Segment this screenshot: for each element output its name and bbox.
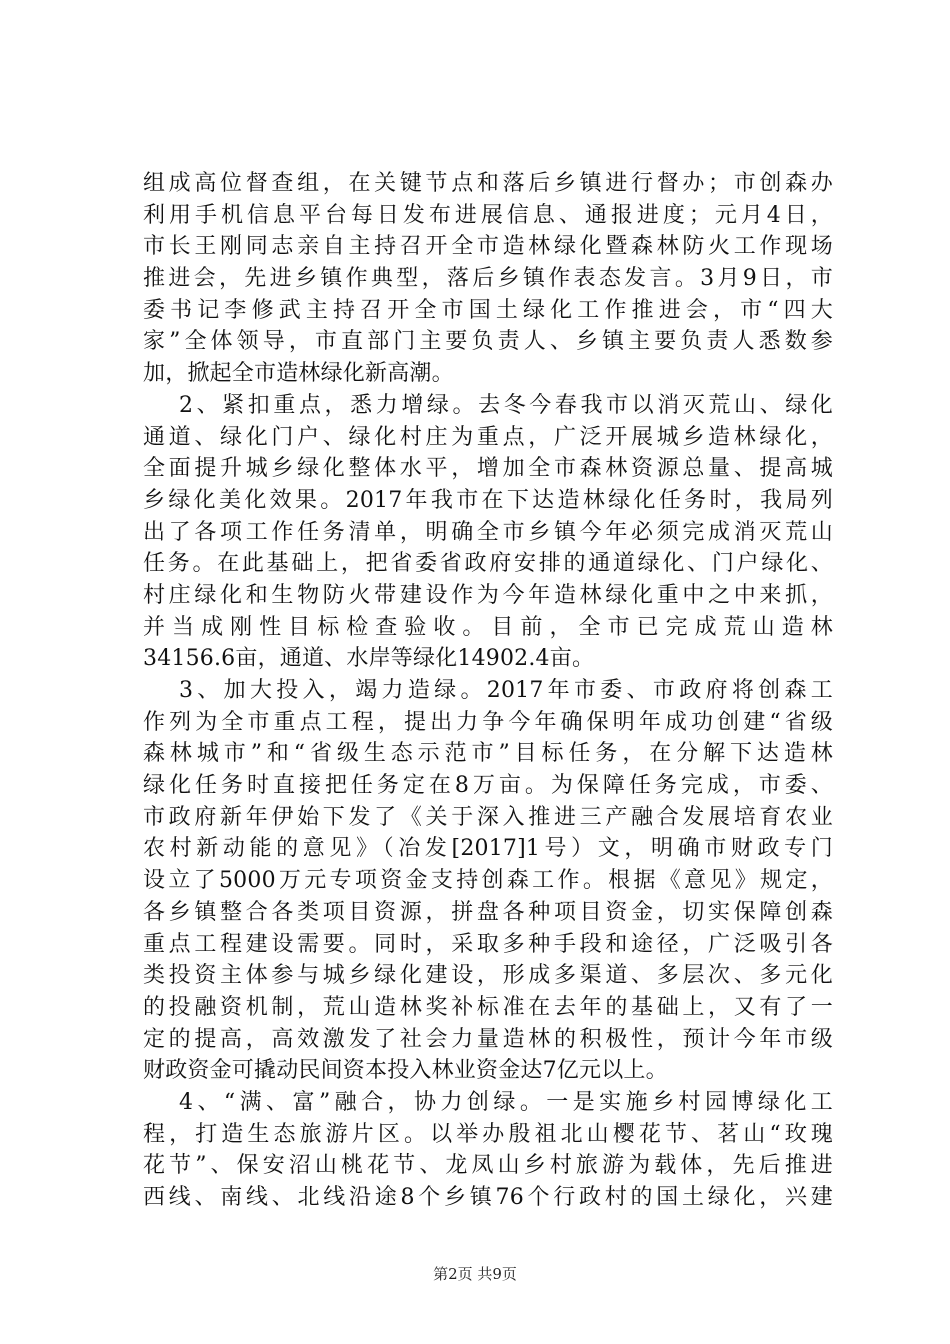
document-body bbox=[143, 168, 833, 1214]
text-line: 设立了5000万元专项资金支持创森工作。根据《意见》规定， bbox=[143, 868, 833, 894]
text-line: 全面提升城乡绿化整体水平，增加全市森林资源总量、提高城 bbox=[143, 456, 833, 482]
text-line: 市政府新年伊始下发了《关于深入推进三产融合发展培育农业 bbox=[143, 804, 833, 830]
text-line: 的投融资机制，荒山造林奖补标准在去年的基础上，又有了一 bbox=[143, 994, 833, 1020]
text-line: 定的提高，高效激发了社会力量造林的积极性，预计今年市级 bbox=[143, 1026, 833, 1052]
text-line: 家”全体领导，市直部门主要负责人、乡镇主要负责人悉数参 bbox=[143, 329, 833, 355]
text-line: 绿化任务时直接把任务定在8万亩。为保障任务完成，市委、 bbox=[143, 773, 833, 799]
text-line: 森林城市”和“省级生态示范市”目标任务，在分解下达造林 bbox=[143, 741, 833, 767]
paragraph-start-line: 4、“满、富”融合，协力创绿。一是实施乡村园博绿化工 bbox=[179, 1089, 833, 1115]
text-line: 组成高位督查组，在关键节点和落后乡镇进行督办；市创森办 bbox=[143, 171, 833, 196]
text-line: 乡绿化美化效果。2017年我市在下达造林绿化任务时，我局列 bbox=[143, 487, 833, 513]
text-line: 34156.6亩，通道、水岸等绿化14902.4亩。 bbox=[143, 646, 595, 672]
text-line: 西线、南线、北线沿途8个乡镇76个行政村的国土绿化，兴建 bbox=[143, 1185, 833, 1210]
text-line: 程，打造生态旅游片区。以举办殷祖北山樱花节、茗山“玫瑰 bbox=[143, 1121, 833, 1147]
text-line: 村庄绿化和生物防火带建设作为今年造林绿化重中之中来抓， bbox=[143, 582, 833, 608]
text-line: 财政资金可撬动民间资本投入林业资金达7亿元以上。 bbox=[143, 1058, 668, 1084]
text-line: 出了各项工作任务清单，明确全市乡镇今年必须完成消灭荒山 bbox=[143, 519, 833, 545]
paragraph-start-line: 2、紧扣重点，悉力增绿。去冬今春我市以消灭荒山、绿化 bbox=[179, 392, 833, 418]
text-line: 重点工程建设需要。同时，采取多种手段和途径，广泛吸引各 bbox=[143, 931, 833, 957]
text-line: 各乡镇整合各类项目资源，拼盘各种项目资金，切实保障创森 bbox=[143, 899, 833, 925]
text-line: 加，掀起全市造林绿化新高潮。 bbox=[143, 361, 454, 387]
text-line: 通道、绿化门户、绿化村庄为重点，广泛开展城乡造林绿化， bbox=[143, 424, 833, 450]
text-line: 类投资主体参与城乡绿化建设，形成多渠道、多层次、多元化 bbox=[143, 963, 833, 989]
text-line: 作列为全市重点工程，提出力争今年确保明年成功创建“省级 bbox=[143, 709, 833, 735]
text-line: 利用手机信息平台每日发布进展信息、通报进度；元月4日， bbox=[143, 202, 833, 228]
text-line: 农村新动能的意见》（冶发[2017]1号）文，明确市财政专门 bbox=[143, 836, 833, 862]
text-line: 市长王刚同志亲自主持召开全市造林绿化暨森林防火工作现场 bbox=[143, 234, 833, 260]
text-line: 推进会，先进乡镇作典型，落后乡镇作表态发言。3月9日，市 bbox=[143, 266, 833, 292]
text-line: 花节”、保安沼山桃花节、龙凤山乡村旅游为载体，先后推进 bbox=[143, 1153, 833, 1179]
page-number-footer: 第2页 共9页 bbox=[433, 1265, 517, 1283]
text-line: 委书记李修武主持召开全市国土绿化工作推进会，市“四大 bbox=[143, 297, 833, 323]
text-line: 任务。在此基础上，把省委省政府安排的通道绿化、门户绿化、 bbox=[143, 551, 833, 577]
text-line: 并当成刚性目标检查验收。目前，全市已完成荒山造林 bbox=[143, 614, 833, 640]
paragraph-start-line: 3、加大投入，竭力造绿。2017年市委、市政府将创森工 bbox=[179, 678, 833, 703]
